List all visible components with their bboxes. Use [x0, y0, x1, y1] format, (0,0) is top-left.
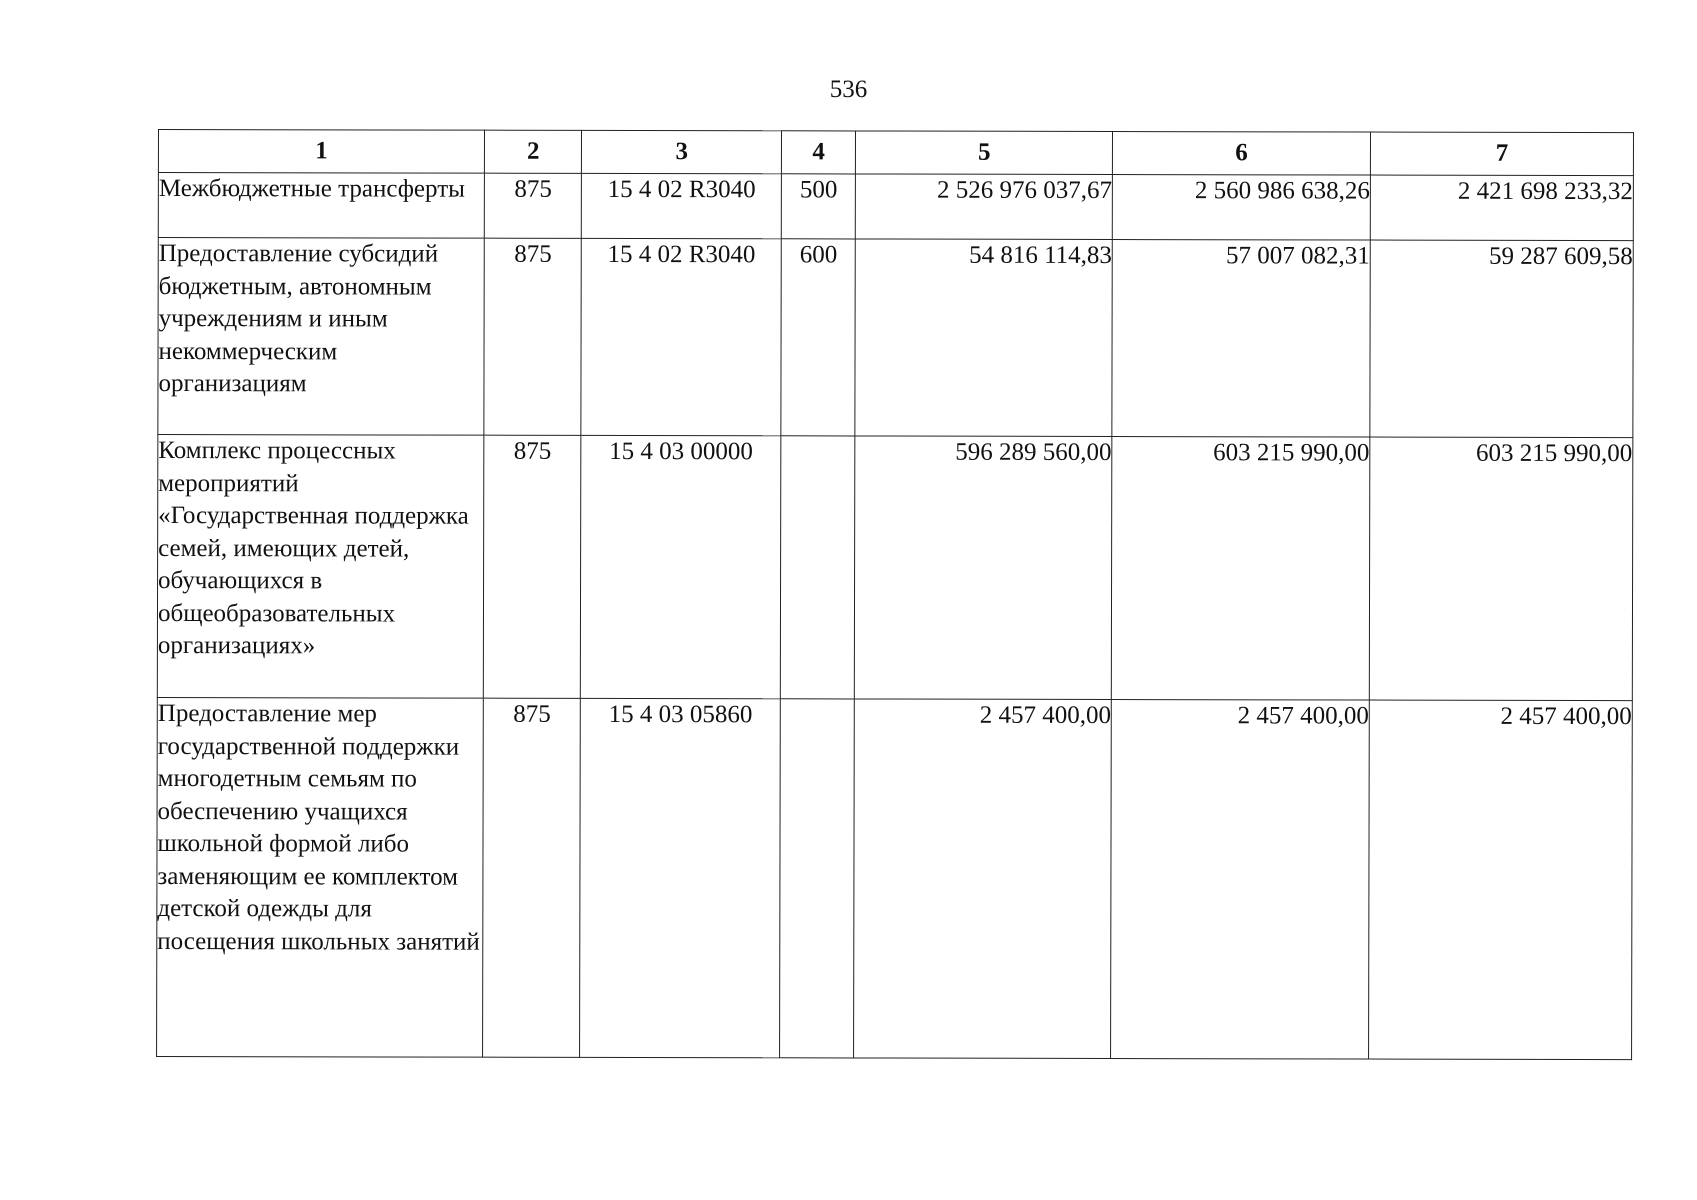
amount-cell-col6: 57 007 082,31 [1112, 239, 1370, 437]
expense-type-cell [780, 436, 855, 699]
column-header: 3 [582, 130, 782, 173]
amount-cell-col6: 2 560 986 638,26 [1112, 174, 1370, 240]
column-header: 2 [485, 130, 582, 173]
column-header: 1 [158, 130, 484, 174]
amount-cell-col7: 59 287 609,58 [1370, 240, 1633, 438]
row-name-cell: Комплекс процессных мероприятий «Государственная поддержка семей, имеющих детей, обучающихся в общеобразовательных организациях» [157, 435, 484, 699]
expense-type-cell: 500 [781, 174, 855, 239]
column-header: 4 [782, 131, 856, 174]
table-row [157, 697, 1633, 1059]
amount-cell-col6: 2 457 400,00 [1111, 699, 1370, 1059]
budget-table [156, 129, 1634, 1060]
admin-code-cell: 875 [484, 173, 581, 238]
table-header-row [158, 130, 1633, 176]
expense-type-cell [780, 699, 855, 1058]
amount-cell-col7: 2 421 698 233,32 [1370, 175, 1633, 241]
page-number: 536 [829, 76, 868, 103]
expense-type-cell: 600 [781, 239, 856, 436]
target-code-cell: 15 4 02 R3040 [582, 173, 782, 238]
column-header: 7 [1370, 132, 1633, 176]
row-name-cell: Межбюджетные трансферты [158, 173, 484, 239]
table-row [158, 238, 1633, 438]
table-row [158, 173, 1633, 241]
row-name-cell: Предоставление субсидий бюджетным, автономным учреждениям и иным некоммерческим организациям [158, 238, 485, 436]
amount-cell-col5: 596 289 560,00 [855, 436, 1112, 700]
admin-code-cell: 875 [484, 238, 582, 435]
table-row [157, 435, 1633, 701]
amount-cell-col5: 54 816 114,83 [855, 239, 1112, 437]
column-header: 6 [1113, 131, 1371, 175]
amount-cell-col6: 603 215 990,00 [1112, 436, 1370, 700]
target-code-cell: 15 4 03 05860 [580, 698, 780, 1057]
admin-code-cell: 875 [483, 698, 581, 1057]
row-name-cell: Предоставление мер государственной поддержки многодетным семьям по обеспечению учащихся школьной формой либо заменяющим ее комплектом детской одежды для посещения школьных занятий [157, 697, 484, 1057]
amount-cell-col7: 603 215 990,00 [1369, 437, 1632, 701]
amount-cell-col5: 2 457 400,00 [854, 699, 1112, 1059]
column-header: 5 [856, 131, 1113, 175]
target-code-cell: 15 4 03 00000 [581, 435, 781, 698]
target-code-cell: 15 4 02 R3040 [581, 238, 781, 435]
amount-cell-col5: 2 526 976 037,67 [856, 174, 1113, 240]
amount-cell-col7: 2 457 400,00 [1369, 700, 1633, 1060]
admin-code-cell: 875 [483, 435, 581, 698]
